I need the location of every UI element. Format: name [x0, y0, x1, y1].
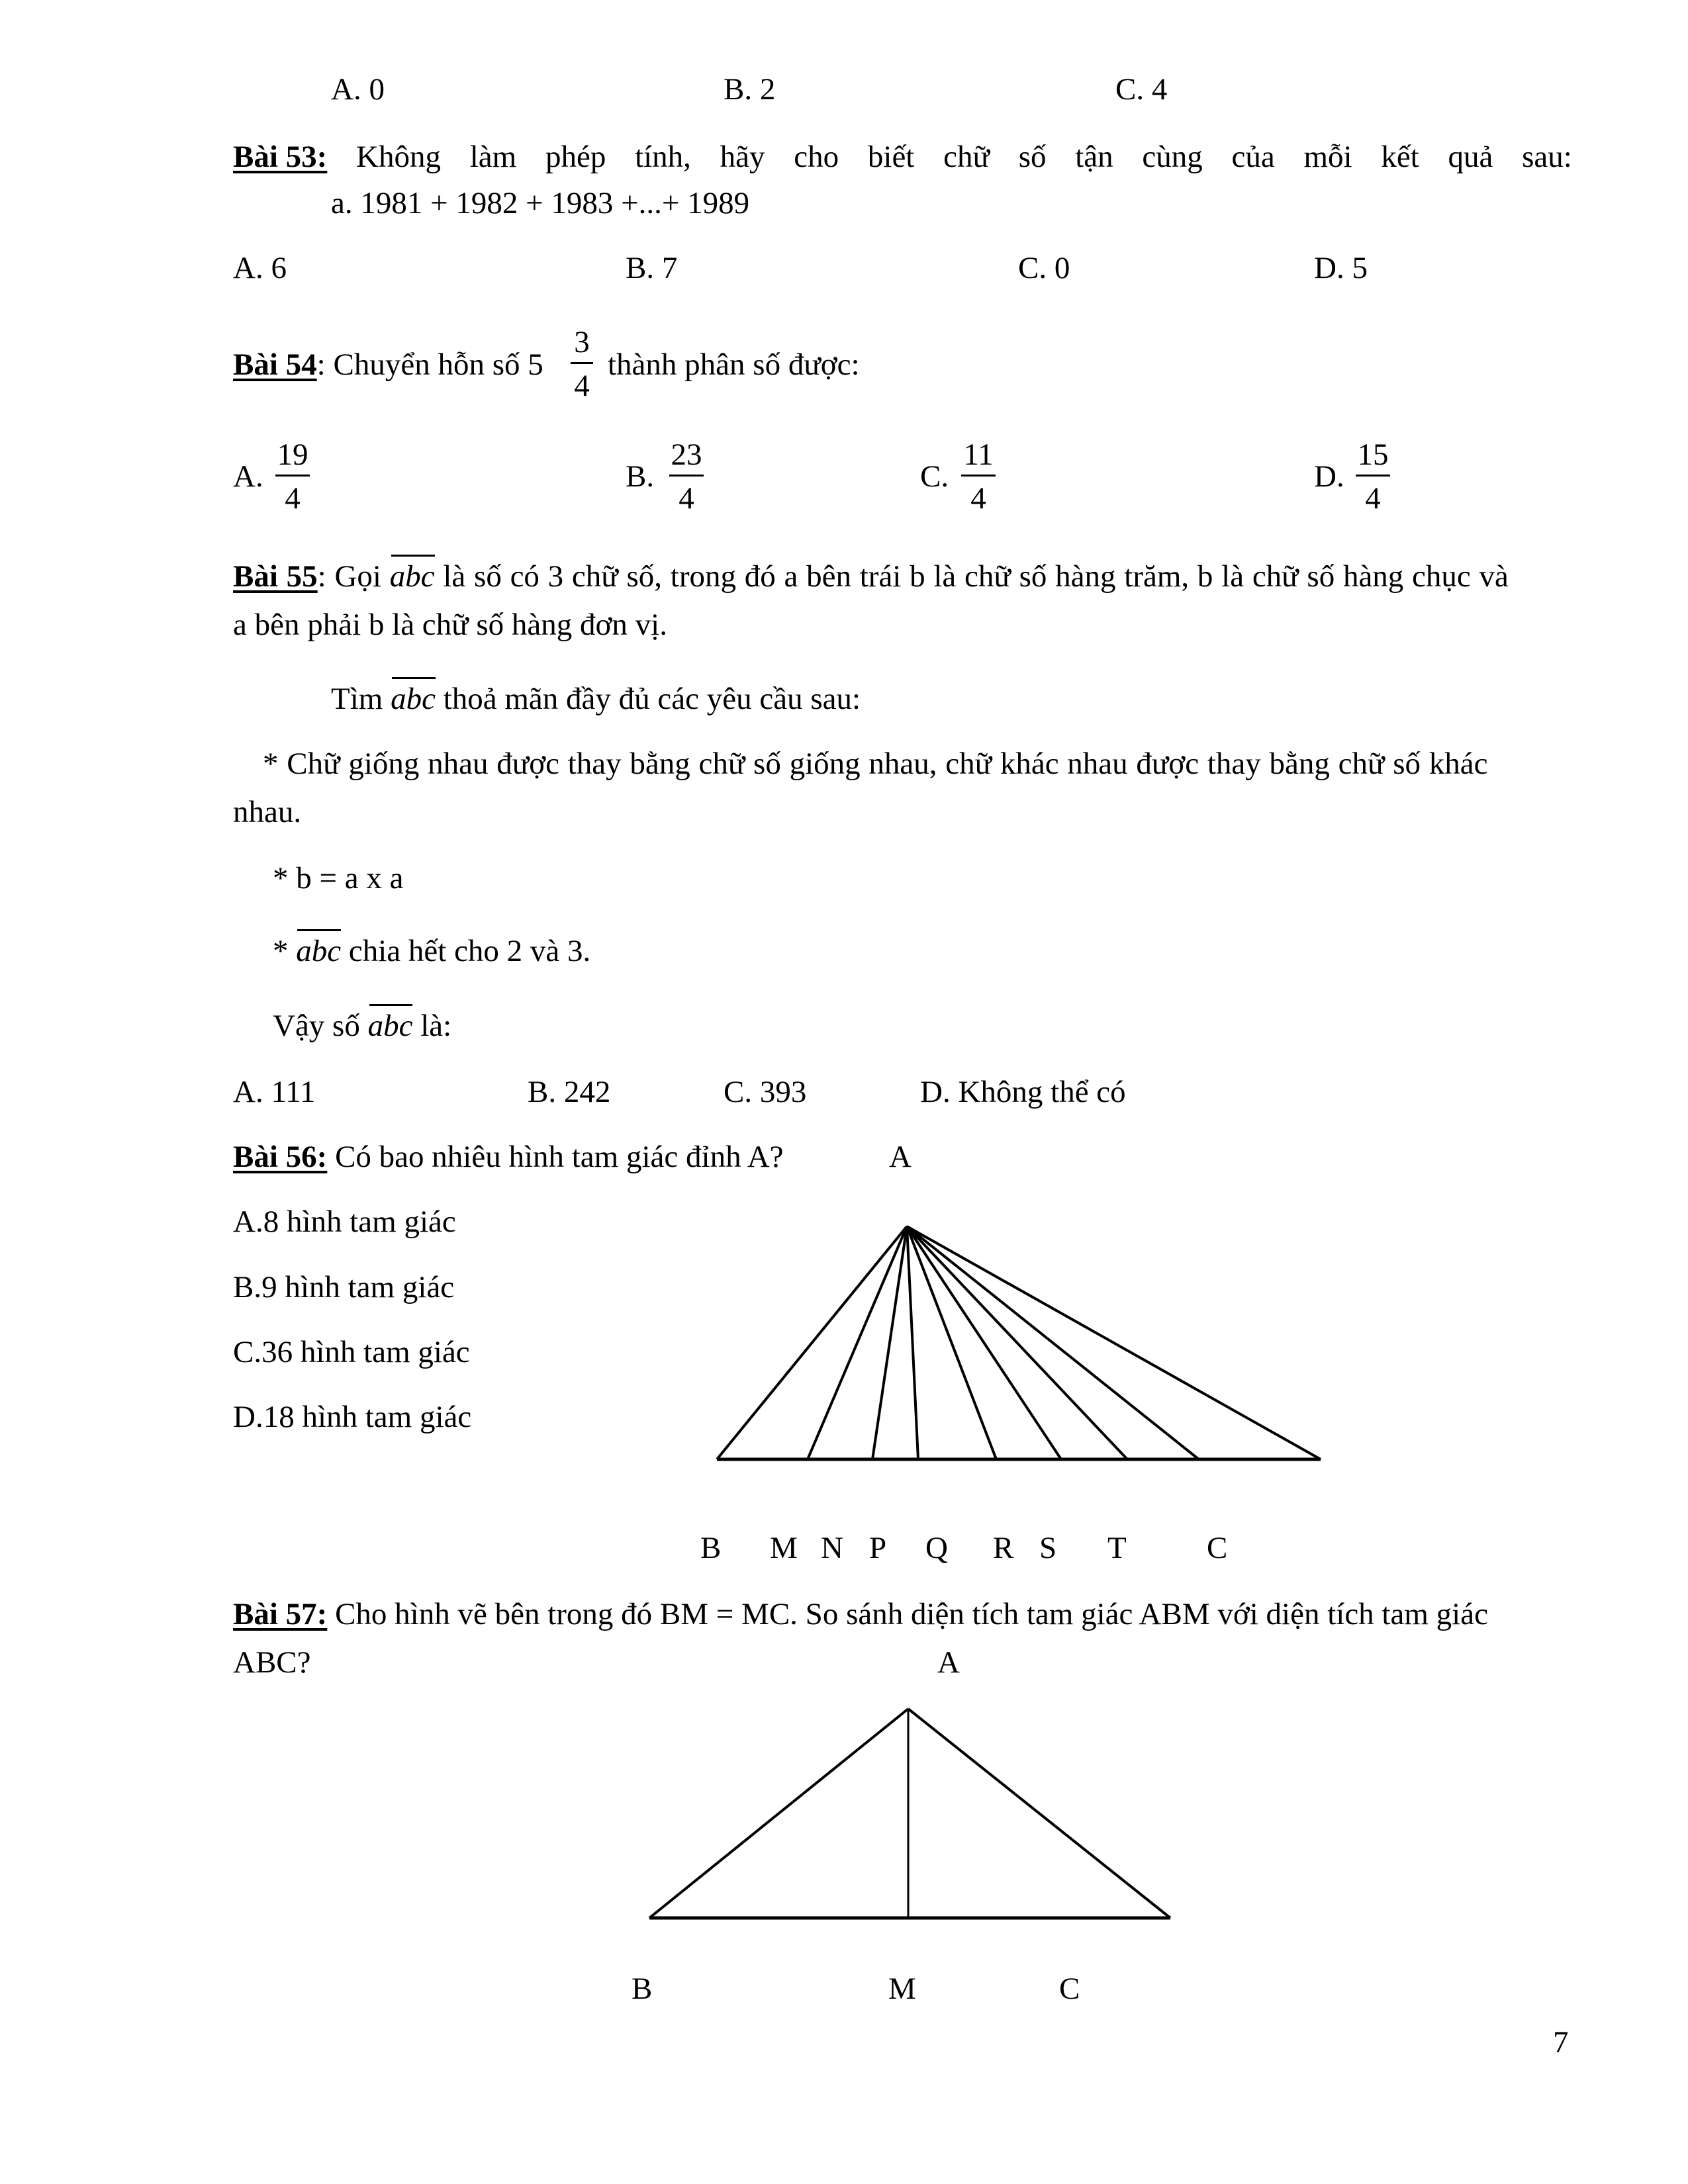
bai55-option-c: C. 393: [724, 1075, 807, 1109]
bai57-label-c: C: [1059, 1972, 1080, 2006]
bai55-text: chia hết cho 2 và 3.: [348, 934, 591, 968]
page-number: 7: [1553, 2025, 1569, 2060]
bai55-text: là:: [420, 1009, 452, 1043]
bai56-option-a: A.8 hình tam giác: [233, 1205, 456, 1239]
bai53-word: sau:: [1522, 140, 1572, 174]
bai56-label-s: S: [1039, 1531, 1057, 1565]
bai57-label-b: B: [632, 1972, 653, 2006]
bai53-heading: Bài 53:: [233, 140, 328, 174]
bai55-line2: a bên phải b là chữ số hàng đơn vị.: [233, 608, 667, 642]
bai57-text: Cho hình vẽ bên trong đó BM = MC. So sánh diện tích tam giác ABM với diện tích tam giác: [335, 1597, 1488, 1631]
bai56-label-q: Q: [925, 1531, 948, 1565]
prev-option-c: C. 4: [1115, 72, 1168, 107]
bai56-label-c: C: [1207, 1531, 1228, 1565]
bai53-word: cho: [794, 140, 839, 174]
bai53-word: quả: [1448, 140, 1493, 174]
bai53-word: Không: [356, 140, 441, 174]
bai53-expression: a. 1981 + 1982 + 1983 +...+ 1989: [331, 186, 750, 220]
fraction-denominator: 4: [285, 481, 301, 516]
segment-a-m: [808, 1226, 907, 1459]
side-ac: [908, 1709, 1170, 1918]
bai55-text: *: [273, 934, 289, 968]
fraction-denominator: 4: [574, 369, 590, 403]
bai55-text: : Gọi: [317, 559, 381, 594]
bai54-option-d-label: D.: [1314, 459, 1344, 494]
bai56-apex-label: A: [889, 1140, 912, 1174]
bai54-text-after: thành phân số được:: [608, 347, 860, 382]
abc-overline-number: abc: [389, 559, 435, 594]
bai53-word: số: [1018, 140, 1047, 174]
fraction-numerator: 19: [277, 437, 308, 472]
bai54-heading: Bài 54: [233, 347, 317, 382]
bai53-option-d: D. 5: [1314, 251, 1368, 285]
bai57-label-m: M: [888, 1972, 916, 2006]
fraction-denominator: 4: [1365, 481, 1381, 516]
bai54-text-before: : Chuyển hỗn số 5: [316, 347, 543, 382]
bai53-word: làm: [469, 140, 517, 174]
bai56-option-b: B.9 hình tam giác: [233, 1270, 455, 1304]
bai57-triangle-figure: [649, 1709, 1170, 1918]
segment-a-p: [907, 1226, 918, 1459]
side-ab: [649, 1709, 908, 1918]
prev-option-b: B. 2: [724, 72, 776, 107]
bai57-line1: [233, 1599, 1488, 1630]
bai54-option-c-label: C.: [920, 459, 949, 494]
bai55-condition-1: * Chữ giống nhau được thay bằng chữ số giống nhau, chữ khác nhau được thay bằng chữ số khác: [263, 747, 1488, 781]
bai56-label-r: R: [993, 1531, 1014, 1565]
bai53-option-c: C. 0: [1018, 251, 1070, 285]
bai55-option-b: B. 242: [528, 1075, 611, 1109]
bai56-label-p: P: [869, 1531, 887, 1565]
bai53-word: cùng: [1142, 140, 1203, 174]
bai53-word: tận: [1075, 140, 1113, 174]
bai54-option-b-label: B.: [626, 459, 655, 494]
fraction-denominator: 4: [679, 481, 694, 516]
bai55-text: thoả mãn đầy đủ các yêu cầu sau:: [443, 682, 861, 716]
segment-a-c: [907, 1226, 1321, 1459]
fraction-numerator: 15: [1357, 437, 1389, 472]
bai56-label-m: M: [770, 1531, 798, 1565]
bai53-word: mỗi: [1303, 140, 1352, 174]
bai53-word: chữ: [943, 140, 990, 174]
bai53-word: tính,: [635, 140, 691, 174]
fraction-numerator: 3: [574, 325, 590, 359]
bai55-option-d: D. Không thể có: [920, 1075, 1126, 1109]
bai55-option-a: A. 111: [233, 1075, 316, 1109]
bai56-label-b: B: [700, 1531, 722, 1565]
bai56-option-c: C.36 hình tam giác: [233, 1335, 470, 1369]
bai53-word: phép: [545, 140, 606, 174]
abc-overline-number: abc: [367, 1009, 413, 1043]
segment-a-s: [907, 1226, 1127, 1459]
bai56-text: Có bao nhiêu hình tam giác đỉnh A?: [335, 1140, 784, 1174]
bai56-heading: Bài 56:: [233, 1140, 328, 1174]
fraction-numerator: 23: [671, 437, 702, 472]
bai53-option-a: A. 6: [233, 251, 287, 285]
bai53-word: hãy: [720, 140, 765, 174]
prev-option-a: A. 0: [331, 72, 385, 107]
fraction-denominator: 4: [970, 481, 986, 516]
bai57-apex-label: A: [937, 1645, 960, 1680]
bai55-heading: Bài 55: [233, 559, 318, 594]
bai56-option-d: D.18 hình tam giác: [233, 1400, 472, 1434]
fraction-numerator: 11: [963, 437, 994, 472]
abc-overline-number: abc: [296, 934, 342, 968]
bai55-condition-1-cont: nhau.: [233, 795, 302, 829]
bai55-text: Vậy số: [273, 1009, 360, 1043]
bai55-text: là số có 3 chữ số, trong đó a bên trái b là chữ số hàng trăm, b là chữ số hàng chục và: [443, 559, 1509, 594]
bai55-text: Tìm: [331, 682, 383, 716]
bai53-word: biết: [867, 140, 915, 174]
bai57-heading: Bài 57:: [233, 1597, 328, 1631]
bai53-word: của: [1231, 140, 1275, 174]
bai54-option-a-label: A.: [233, 459, 263, 494]
bai56-label-t: T: [1107, 1531, 1127, 1565]
bai55-condition-2: * b = a x a: [273, 861, 404, 895]
bai53-word: kết: [1381, 140, 1419, 174]
bai53-option-b: B. 7: [626, 251, 678, 285]
bai56-triangle-figure: [717, 1226, 1321, 1459]
abc-overline-number: abc: [391, 682, 436, 716]
bai56-label-n: N: [821, 1531, 843, 1565]
bai57-line2: ABC?: [233, 1645, 311, 1680]
